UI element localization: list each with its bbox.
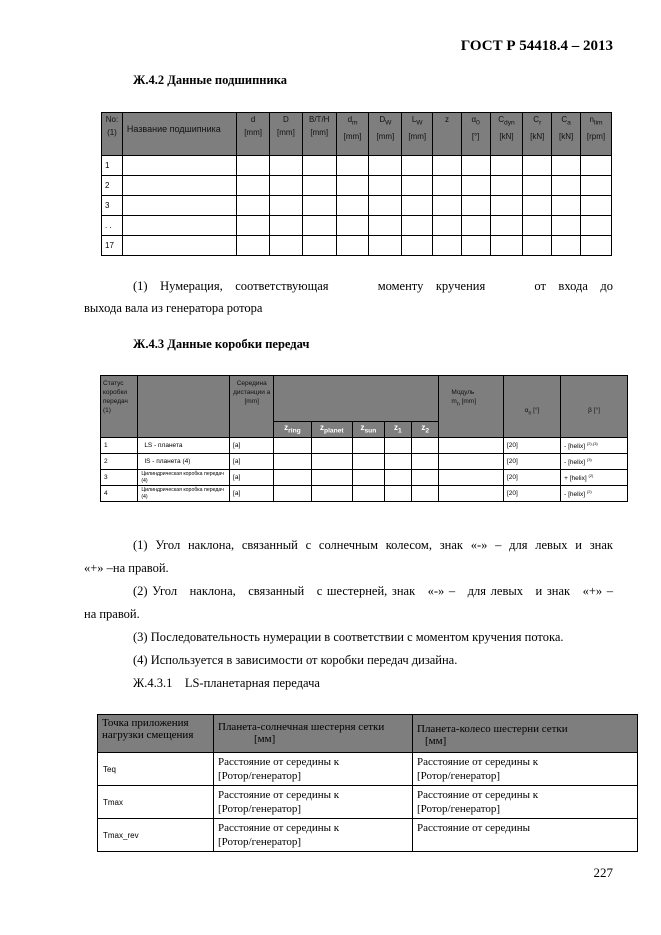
col-beta: β [°] (561, 376, 628, 438)
document-header: ГОСТ Р 54418.4 – 2013 (460, 38, 613, 54)
section-title-ls-planetary: Ж.4.3.1 LS-планетарная передача (133, 676, 320, 690)
col-z: z (433, 113, 462, 156)
gearbox-table (100, 375, 628, 502)
col-z-planet: $z_{planet}$ (311, 422, 352, 438)
col-no: No: (1) (102, 113, 123, 156)
col-Dw: $D_W$ [mm] (369, 113, 402, 156)
table-row: 4 Цилиндрическая коробка передач (4) [a] [20] - [helix] $^{(2)}$ (101, 486, 628, 502)
section-title-bearing: Ж.4.2 Данные подшипника (133, 73, 287, 87)
col-D: D [mm] (270, 113, 303, 156)
table-row: 17 (102, 236, 612, 256)
col-z1: $z_1$ (384, 422, 411, 438)
gearbox-note-3: (3) Последовательность нумерации в соответствии с моментом кручения потока. (133, 630, 564, 644)
col-bth: B/T/H [mm] (302, 113, 336, 156)
ls-load-table (97, 714, 638, 852)
col-alpha: $\alpha_n$ [°] (503, 376, 560, 438)
col-status: Статус коробки передач (1) (101, 376, 138, 438)
table-row: 2 IS - планета (4) [a] [20] - [helix] $^{(3)}$ (101, 454, 628, 470)
bearing-note-continued: выхода вала из генератора ротора (84, 301, 263, 315)
gearbox-note-2: (2) Угол наклона, связанный с шестерней, знак «-» – для левых и знак «+» – (133, 584, 613, 598)
table-row: Tmax Расстояние от середины к [Ротор/генератор] Расстояние от середины к [Ротор/генератор] (98, 786, 638, 819)
col-module: Модуль $m_n$ [mm] (439, 376, 504, 438)
table-row: . . (102, 216, 612, 236)
col-z2: $z_2$ (412, 422, 439, 438)
col-planet-ring: Планета-колесо шестерни сетки [мм] (413, 715, 638, 753)
col-center-distance: Середина дистанции a [mm] (230, 376, 274, 438)
gearbox-note-4: (4) Используется в зависимости от коробки передач дизайна. (133, 653, 458, 667)
section-title-gearbox: Ж.4.3 Данные коробки передач (133, 337, 310, 351)
page-number: 227 (593, 865, 613, 880)
bearing-table (101, 112, 612, 256)
table-row: 1 LS - планета [a] [20] - [helix] $^{(2),(3)}$ (101, 438, 628, 454)
table-row: Teq Расстояние от середины к [Ротор/генератор] Расстояние от середины к [Ротор/генератор] (98, 753, 638, 786)
col-z-sun: $z_{sun}$ (353, 422, 385, 438)
col-nlim: $n_{lim}$ [rpm] (581, 113, 612, 156)
gearbox-note-1: (1) Угол наклона, связанный с солнечным колесом, знак «-» – для левых и знак (133, 538, 613, 552)
bearing-note: (1) Нумерация, соответствующая моменту кручения от входа до (133, 279, 613, 293)
gearbox-note-2-cont: на правой. (84, 607, 140, 621)
col-z-ring: $z_{ring}$ (274, 422, 311, 438)
col-d: d [mm] (237, 113, 270, 156)
col-cdyn: $C_{dyn}$ [kN] (490, 113, 523, 156)
col-planet-sun: Планета-солнечная шестерня сетки [мм] (214, 715, 413, 753)
col-load-point: Точка приложения нагрузки смещения (98, 715, 214, 753)
col-dm: $d_m$ [mm] (336, 113, 369, 156)
table-row: 3 (102, 196, 612, 216)
col-cr: $C_r$ [kN] (523, 113, 552, 156)
table-row: 2 (102, 176, 612, 196)
table-row: 1 (102, 156, 612, 176)
col-bearing-name: Название подшипника (122, 113, 236, 156)
table-row: 3 Цилиндрическая коробка передач (4) [a] [20] + [helix] $^{(2)}$ (101, 470, 628, 486)
col-alpha0: $\alpha_0$ [°] (461, 113, 490, 156)
table-row: Tmax_rev Расстояние от середины к [Ротор/генератор] Расстояние от середины (98, 819, 638, 852)
gearbox-note-1-cont: «+» –на правой. (84, 561, 169, 575)
col-Lw: $L_W$ [mm] (402, 113, 433, 156)
col-ca: $C_a$ [kN] (552, 113, 581, 156)
